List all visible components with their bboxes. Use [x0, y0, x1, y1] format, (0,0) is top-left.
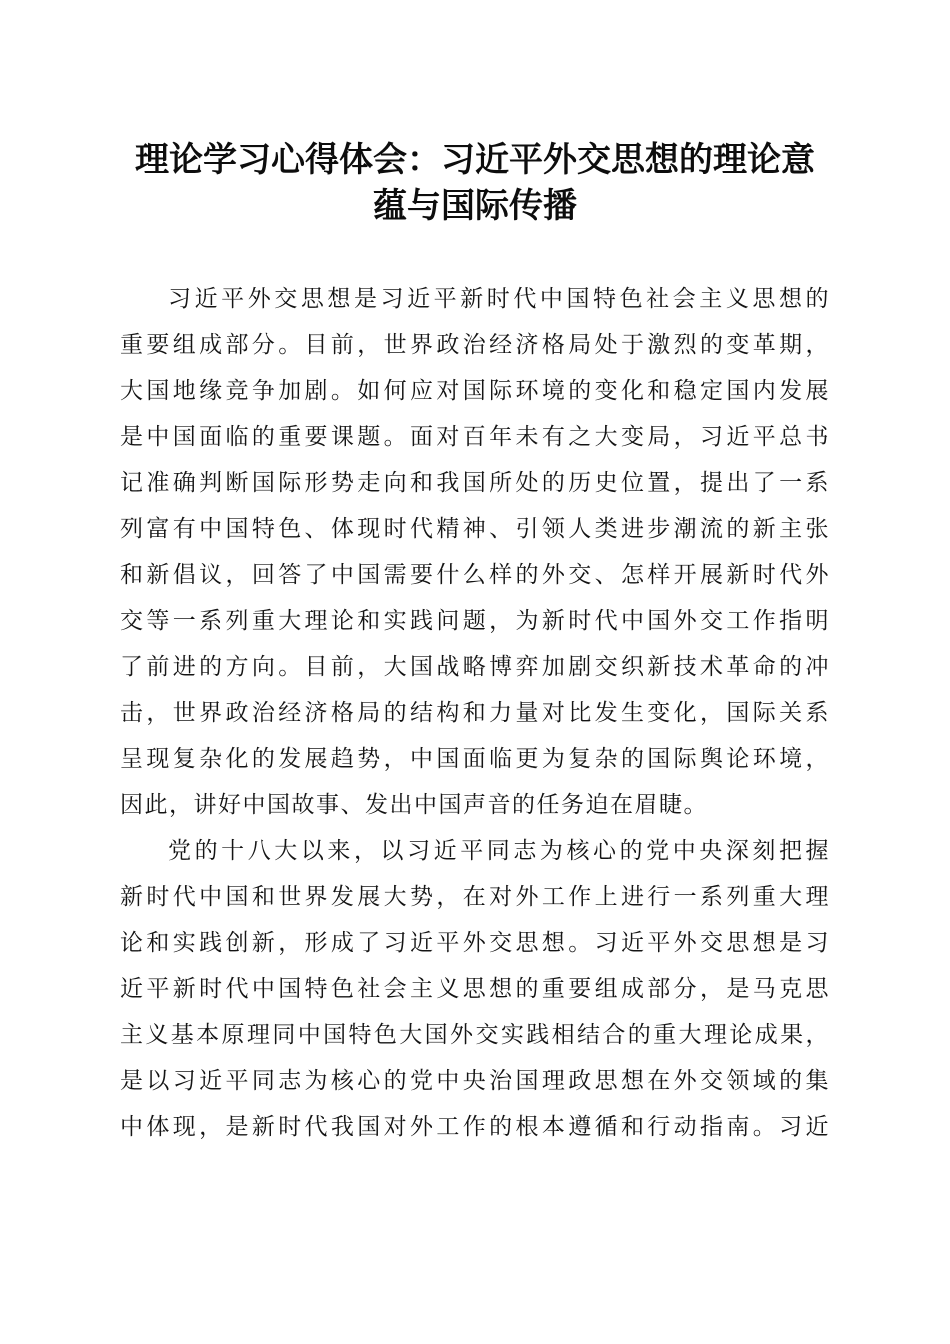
document-title: [110, 137, 840, 229]
paragraph-line: 记准确判断国际形势走向和我国所处的历史位置，提出了一系: [120, 470, 830, 496]
paragraph-line: 论和实践创新，形成了习近平外交思想。习近平外交思想是习: [120, 930, 830, 956]
paragraph-line: 是中国面临的重要课题。面对百年未有之大变局，习近平总书: [120, 424, 830, 450]
title-line-2: 蕴与国际传播: [373, 186, 577, 226]
paragraph-2: [120, 828, 830, 1150]
paragraph-line: 列富有中国特色、体现时代精神、引领人类进步潮流的新主张: [120, 516, 830, 542]
paragraph-line: 和新倡议，回答了中国需要什么样的外交、怎样开展新时代外: [120, 562, 830, 588]
paragraph-line: 是以习近平同志为核心的党中央治国理政思想在外交领域的集: [120, 1068, 830, 1094]
title-line-1: 理论学习心得体会：习近平外交思想的理论意: [135, 140, 815, 180]
paragraph-line: 中体现，是新时代我国对外工作的根本遵循和行动指南。习近: [120, 1114, 830, 1140]
paragraph-line: 习近平外交思想是习近平新时代中国特色社会主义思想的: [168, 286, 830, 312]
paragraph-line: 重要组成部分。目前，世界政治经济格局处于激烈的变革期，: [120, 332, 830, 358]
paragraph-line: 因此，讲好中国故事、发出中国声音的任务迫在眉睫。: [120, 792, 708, 818]
paragraph-line: 新时代中国和世界发展大势，在对外工作上进行一系列重大理: [120, 884, 830, 910]
paragraph-1: [120, 276, 830, 828]
document-body: [120, 276, 830, 1150]
paragraph-line: 党的十八大以来，以习近平同志为核心的党中央深刻把握: [168, 838, 830, 864]
paragraph-line: 了前进的方向。目前，大国战略博弈加剧交织新技术革命的冲: [120, 654, 830, 680]
paragraph-line: 击，世界政治经济格局的结构和力量对比发生变化，国际关系: [120, 700, 830, 726]
paragraph-line: 主义基本原理同中国特色大国外交实践相结合的重大理论成果，: [120, 1022, 830, 1048]
paragraph-line: 近平新时代中国特色社会主义思想的重要组成部分，是马克思: [120, 976, 830, 1002]
paragraph-line: 呈现复杂化的发展趋势，中国面临更为复杂的国际舆论环境，: [120, 746, 830, 772]
paragraph-line: 交等一系列重大理论和实践问题，为新时代中国外交工作指明: [120, 608, 830, 634]
paragraph-line: 大国地缘竞争加剧。如何应对国际环境的变化和稳定国内发展: [120, 378, 830, 404]
